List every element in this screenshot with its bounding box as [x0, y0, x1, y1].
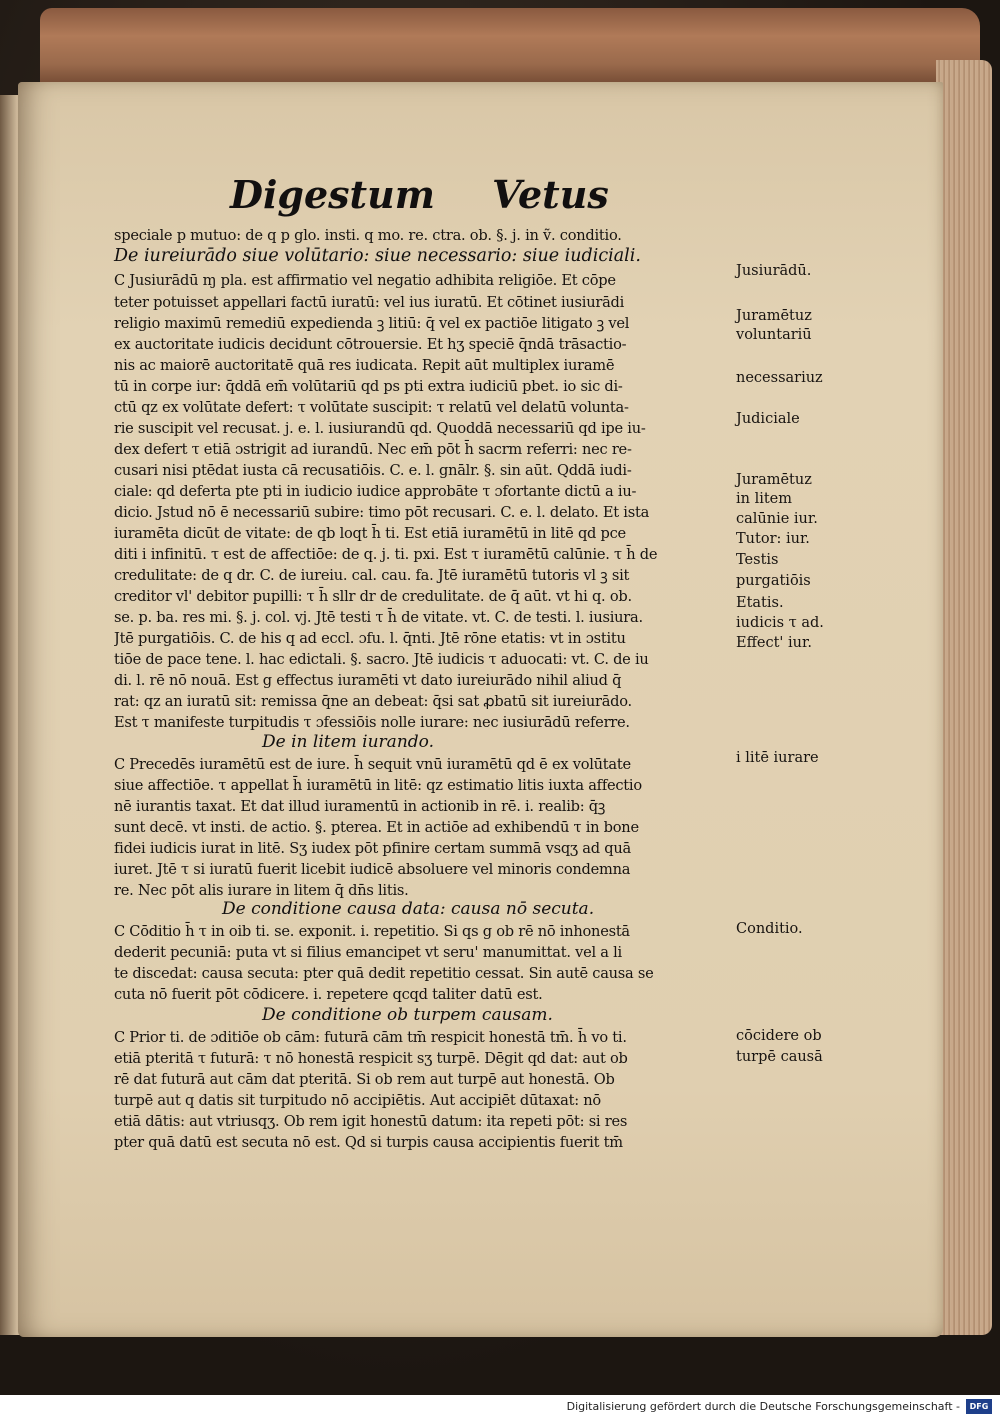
- text-line: di. l. rē nō nouā. Est g effectus iuramēti vt dato iureiurādo nihil aliud q̄: [114, 672, 622, 689]
- marginal-note: Judiciale: [736, 411, 800, 427]
- running-head-left: Digestum: [230, 172, 435, 217]
- marginal-note: calūnie iur.: [736, 511, 818, 527]
- text-line: cusari nisi ptēdat iusta cā recusatiōis. C. e. l. gnālr. §. sin aūt. Qddā iudi-: [114, 462, 632, 479]
- text-line: rie suscipit vel recusat. j. e. l. iusiurandū qd. Quoddā necessariū qd ipe iu-: [114, 420, 646, 437]
- text-line: se. p. ba. res mi. §. j. col. vj. Jtē testi τ h̄ de vitate. vt. C. de testi. l. iusiura.: [114, 609, 643, 626]
- text-line: iuramēta dicūt de vitate: de qb loqt h̄ ti. Est etiā iuramētū in litē qd pce: [114, 525, 626, 542]
- marginal-note: voluntariū: [736, 327, 812, 343]
- text-line: religio maximū remediū expedienda ꝫ litiū: q̄ vel ex pactiōe litigato ꝫ vel: [114, 315, 630, 332]
- marginal-note: Juramētuz: [736, 472, 812, 488]
- text-line: dicio. Jstud nō ē necessariū subire: timo pōt recusari. C. e. l. delato. Et ista: [114, 504, 650, 521]
- text-line: te discedat: causa secuta: pter quā dedit repetitio cessat. Sin autē causa se: [114, 965, 654, 982]
- text-line: rat: qz an iuratū sit: remissa q̄ne an debeat: q̄si sat ꝓbatū sit iureiurādo.: [114, 693, 632, 710]
- marginal-note: Jusiurādū.: [736, 263, 812, 279]
- text-line: creditor vl' debitor pupilli: τ h̄ sllr dr de credulitate. de q̄ aūt. vt hi q. ob.: [114, 588, 632, 605]
- running-head-right: Vetus: [492, 172, 609, 217]
- dfg-logo: DFG: [966, 1399, 992, 1414]
- text-line: sunt decē. vt insti. de actio. §. pterea. Et in actiōe ad exhibendū τ in bone: [114, 819, 639, 836]
- text-line: cuta nō fuerit pōt cōdicere. i. repetere qcqd taliter datū est.: [114, 986, 543, 1003]
- text-line: re. Nec pōt alis iurare in litem q̄ dn̄s litis.: [114, 882, 409, 899]
- section-heading: De in litem iurando.: [262, 732, 434, 752]
- text-line: ciale: qd deferta pte pti in iudicio iudice approbāte τ ɔfortante dictū a iu-: [114, 483, 637, 500]
- text-line: Est τ manifeste turpitudis τ ɔfessiōis nolle iurare: nec iusiurādū referre.: [114, 714, 630, 731]
- text-line: etiā pteritā τ futurā: τ nō honestā respicit sʒ turpē. Dēgit qd dat: aut ob: [114, 1050, 628, 1067]
- marginal-note: Testis: [736, 552, 779, 568]
- text-line: tiōe de pace tene. l. hac edictali. §. sacro. Jtē iudicis τ aduocati: vt. C. de iu: [114, 651, 649, 668]
- text-line: C Precedēs iuramētū est de iure. h̄ sequit vnū iuramētū qd ē ex volūtate: [114, 756, 631, 773]
- text-line: credulitate: de q dr. C. de iureiu. cal. cau. fa. Jtē iuramētū tutoris vl ꝫ sit: [114, 567, 630, 584]
- text-line: C Prior ti. de ɔditiōe ob cām: futurā cām tm̄ respicit honestā tm̄. h̄ vo ti.: [114, 1029, 627, 1046]
- book-page-edges: [936, 60, 992, 1335]
- section-heading: De iureiurādo siue volūtario: siue necessario: siue iudiciali.: [114, 246, 641, 266]
- text-line: iuret. Jtē τ si iuratū fuerit licebit iudicē absoluere vel minoris condemna: [114, 861, 631, 878]
- text-line: fidei iudicis iurat in litē. Sʒ iudex pōt pfinire certam summā vsqʒ ad quā: [114, 840, 631, 857]
- marginal-note: Etatis.: [736, 595, 784, 611]
- text-line: rē dat futurā aut cām dat pteritā. Si ob rem aut turpē aut honestā. Ob: [114, 1071, 615, 1088]
- text-line: C Jusiurādū ɱ pla. est affirmatio vel negatio adhibita religiōe. Et cōpe: [114, 272, 616, 289]
- running-head: [230, 172, 610, 222]
- text-line: pter quā datū est secuta nō est. Qd si turpis causa accipientis fuerit tm̄: [114, 1134, 623, 1151]
- marginal-note: purgatiōis: [736, 573, 811, 589]
- book-top-edge: [40, 8, 980, 88]
- text-line: ex auctoritate iudicis decidunt cōtrouersie. Et hʒ speciē q̄ndā trāsactio-: [114, 336, 627, 353]
- text-line: ctū qz ex volūtate defert: τ volūtate suscipit: τ relatū vel delatū volunta-: [114, 399, 629, 416]
- text-line: nē iurantis taxat. Et dat illud iuramentū in actionib in rē. i. realib: q̄ꝫ: [114, 798, 606, 815]
- text-line: nis ac maiorē auctoritatē quā res iudicata. Repit aūt multiplex iuramē: [114, 357, 615, 374]
- section-heading: De conditione causa data: causa nō secuta.: [222, 899, 595, 919]
- text-line: Jtē purgatiōis. C. de his q ad eccl. ɔfu. l. q̄nti. Jtē rōne etatis: vt in ɔstitu: [114, 630, 626, 647]
- text-line: C Cōditio h̄ τ in oib ti. se. exponit. i. repetitio. Si qs g ob rē nō inhonestā: [114, 923, 630, 940]
- marginal-note: turpē causā: [736, 1049, 823, 1065]
- text-line: dederit pecuniā: puta vt si filius emancipet vt seru' manumittat. vel a li: [114, 944, 622, 961]
- text-line: tū in corpe iur: q̄ddā em̄ volūtariū qd ps pti extra iudiciū pbet. io sic di-: [114, 378, 623, 395]
- text-line: turpē aut q datis sit turpitudo nō accipiētis. Aut accipiēt dūtaxat: nō: [114, 1092, 601, 1109]
- marginal-note: Tutor: iur.: [736, 531, 810, 547]
- text-line: dex defert τ etiā ɔstrigit ad iurandū. Nec em̄ pōt h̄ sacrm referri: nec re-: [114, 441, 632, 458]
- marginal-note: Effect' iur.: [736, 635, 812, 651]
- marginal-note: i litē iurare: [736, 750, 819, 766]
- marginal-note: Juramētuz: [736, 308, 812, 324]
- text-line: diti i infinitū. τ est de affectiōe: de q. j. ti. pxi. Est τ iuramētū calūnie. τ h̄ de: [114, 546, 658, 563]
- text-line: etiā dātis: aut vtriusqʒ. Ob rem igit honestū datum: ita repeti pōt: si res: [114, 1113, 628, 1130]
- section-heading: De conditione ob turpem causam.: [262, 1005, 553, 1025]
- text-line: siue affectiōe. τ appellat h̄ iuramētū in litē: qz estimatio litis iuxta affectio: [114, 777, 642, 794]
- marginal-note: iudicis τ ad.: [736, 615, 824, 631]
- footer-credit: Digitalisierung gefördert durch die Deutsche Forschungsgemeinschaft -: [566, 1400, 960, 1413]
- text-line: teter potuisset appellari factū iuratū: vel ius iuratū. Et cōtinet iusiurādi: [114, 294, 625, 311]
- marginal-note: in litem: [736, 491, 793, 507]
- marginal-note: necessariuz: [736, 370, 823, 386]
- marginal-note: cōcidere ob: [736, 1028, 822, 1044]
- text-line: speciale p mutuo: de q p glo. insti. q mo. re. ctra. ob. §. j. in ṽ. conditio.: [114, 227, 622, 244]
- marginal-note: Conditio.: [736, 921, 803, 937]
